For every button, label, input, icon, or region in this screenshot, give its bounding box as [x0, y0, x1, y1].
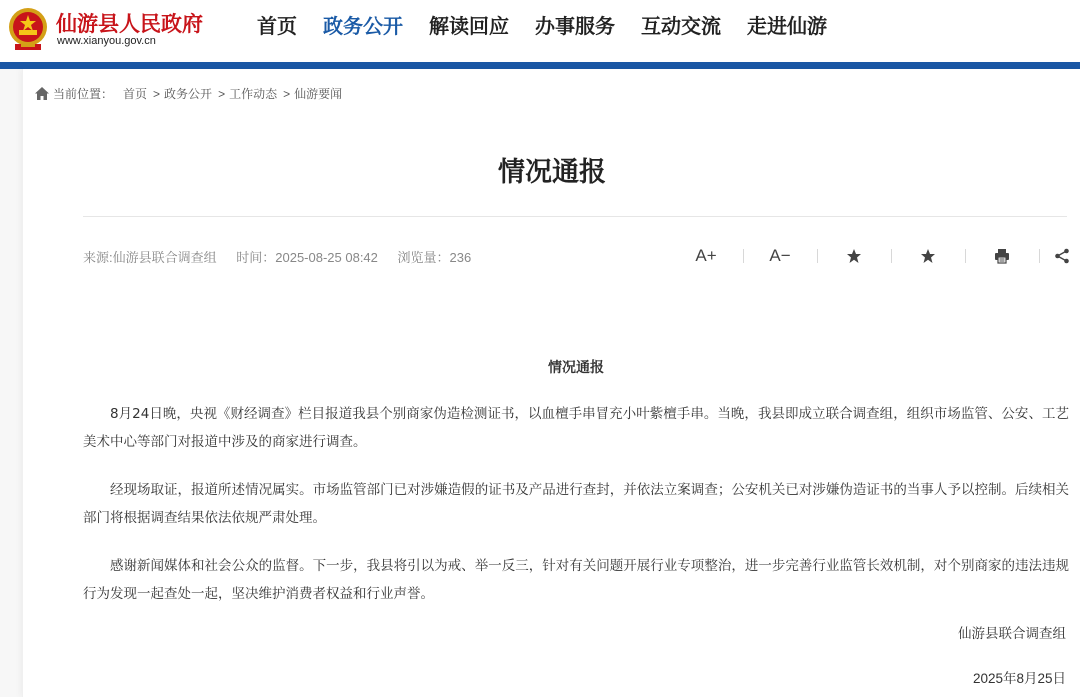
site-url: www.xianyou.gov.cn [57, 35, 156, 47]
nav-item-interaction[interactable]: 互动交流 [641, 14, 721, 38]
article-views: 浏览量：236 [397, 250, 472, 265]
article-toolbar [669, 242, 1080, 270]
main-nav [244, 10, 840, 42]
nav-item-home[interactable]: 首页 [257, 14, 297, 38]
site-name[interactable]: 仙游县人民政府 [56, 11, 203, 36]
article-body [83, 354, 1069, 628]
emblem-icon[interactable] [6, 6, 50, 52]
breadcrumb-item-local-news[interactable]: 仙游要闻 [294, 87, 343, 101]
share-button[interactable] [1039, 243, 1080, 269]
breadcrumb-separator: > [153, 86, 161, 101]
article-heading: 情况通报 [548, 360, 604, 376]
nav-item-interpretation[interactable]: 解读回应 [429, 14, 509, 38]
article-source: 来源:仙游县联合调查组 [83, 250, 217, 265]
article-signature: 仙游县联合调查组 [958, 626, 1066, 642]
favorite-button[interactable] [817, 243, 891, 269]
font-larger-button[interactable]: A+ [695, 246, 717, 265]
breadcrumb-item-work-news[interactable]: 工作动态 [229, 87, 278, 101]
breadcrumb-separator: > [283, 86, 291, 101]
article-meta [83, 247, 487, 266]
header-divider-bar [0, 62, 1080, 69]
star-icon [920, 248, 936, 264]
article-date: 2025年8月25日 [972, 671, 1066, 686]
breadcrumb-separator: > [218, 86, 226, 101]
nav-item-services[interactable]: 办事服务 [535, 14, 615, 38]
article-paragraph: 感谢新闻媒体和社会公众的监督。下一步，我县将引以为戒、举一反三，针对有关问题开展行业专项整治，进一步完善行业监管长效机制，对个别商家的违法违规行为发现一起查处一起，坚决维护消费者权益和行业声誉。 [83, 558, 1069, 602]
print-button[interactable] [965, 243, 1039, 269]
article-time: 时间：2025-08-25 08:42 [236, 250, 378, 265]
nav-item-gov-affairs[interactable]: 政务公开 [323, 14, 403, 38]
article-container [22, 69, 1080, 697]
breadcrumb-item-gov-affairs[interactable]: 政务公开 [164, 87, 213, 101]
print-icon [994, 248, 1010, 264]
collect-button[interactable] [891, 243, 965, 269]
nav-item-about[interactable]: 走进仙游 [747, 14, 827, 38]
article-paragraph: 8月24日晚，央视《财经调查》栏目报道我县个别商家伪造检测证书，以血檀手串冒充小叶紫檀手串。当晚，我县即成立联合调查组，组织市场监管、公安、工艺美术中心等部门对报道中涉及的商家进行调查。 [83, 406, 1069, 450]
star-icon [846, 248, 862, 264]
page-title: 情况通报 [498, 157, 606, 188]
title-divider [83, 216, 1067, 217]
breadcrumb [35, 85, 344, 102]
page-background [0, 69, 22, 697]
font-smaller-button[interactable]: A− [743, 243, 817, 269]
breadcrumb-item-home[interactable]: 首页 [123, 87, 148, 101]
breadcrumb-label: 当前位置： [53, 87, 114, 101]
home-icon [35, 87, 49, 100]
article-paragraph: 经现场取证，报道所述情况属实。市场监管部门已对涉嫌造假的证书及产品进行查封，并依法立案调查；公安机关已对涉嫌伪造证书的当事人予以控制。后续相关部门将根据调查结果依法依规严肃处理。 [83, 482, 1069, 526]
share-icon [1054, 248, 1070, 264]
site-header [0, 0, 1080, 62]
